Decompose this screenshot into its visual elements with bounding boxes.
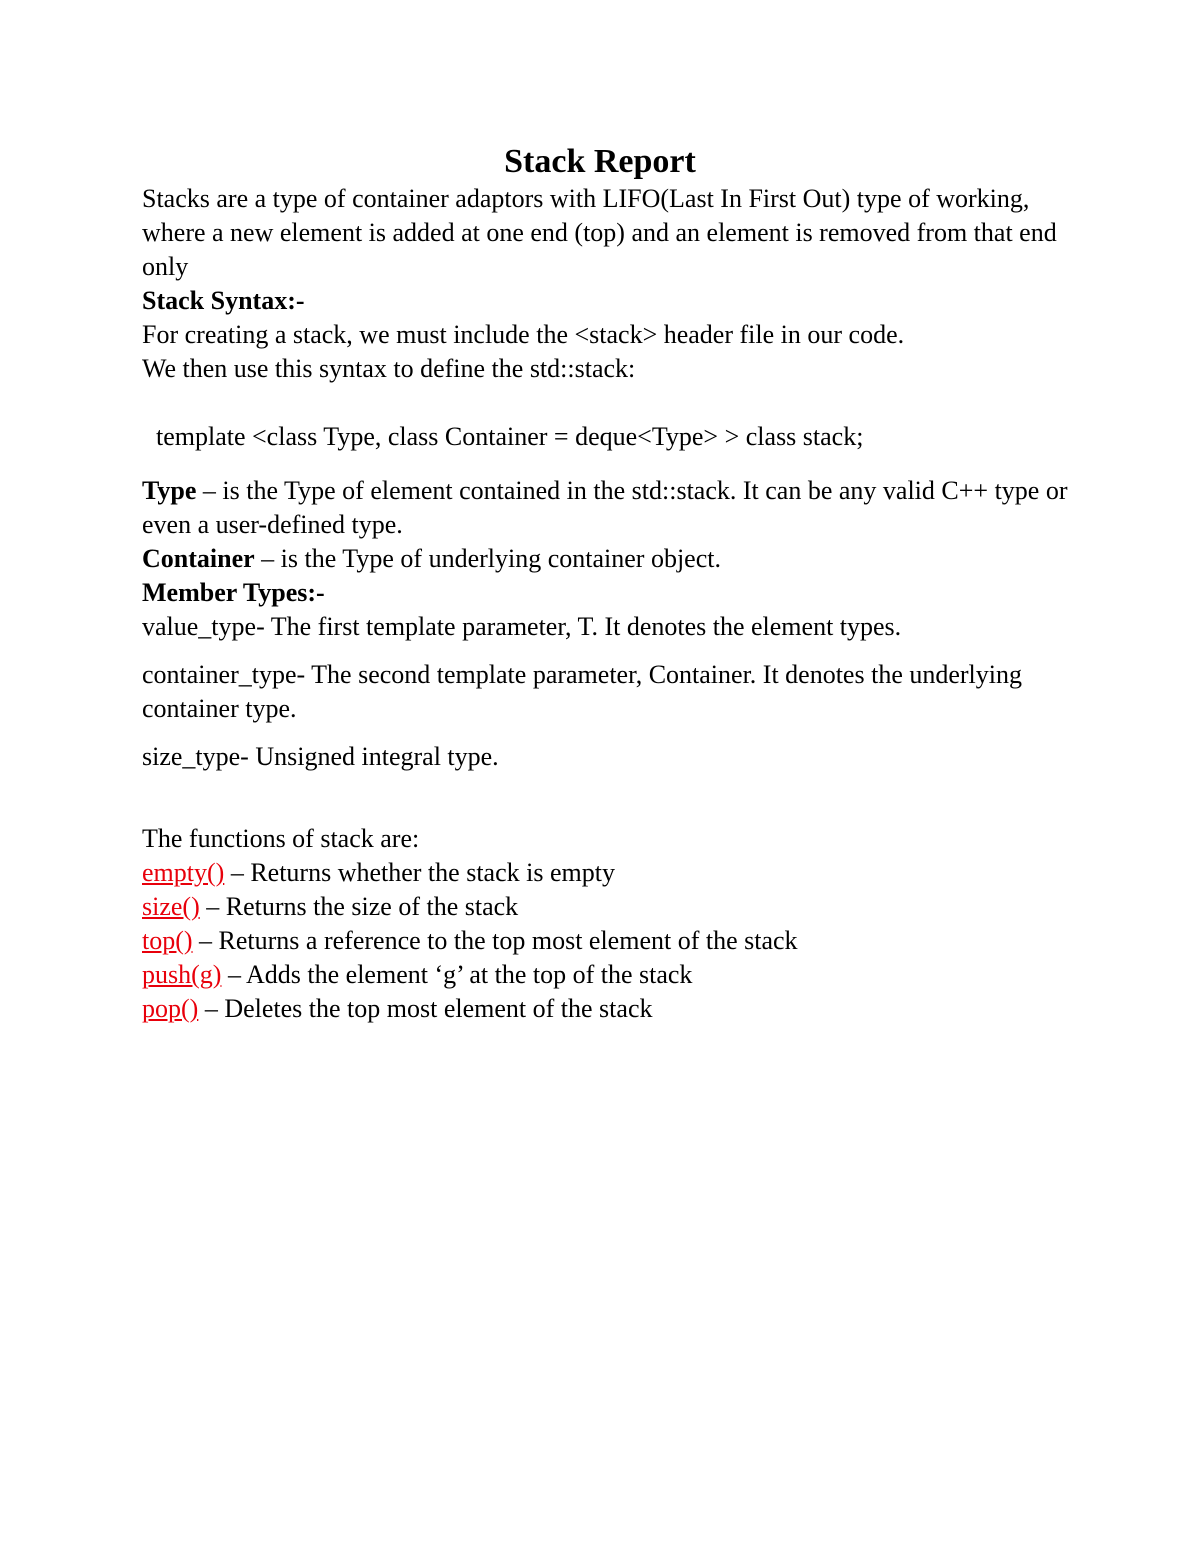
syntax-heading: Stack Syntax:- [142,286,305,315]
function-item-size [142,890,1072,924]
function-link-empty[interactable]: empty() [142,858,225,887]
syntax-line-1: For creating a stack, we must include the <stack> header file in our code. [142,320,905,349]
container-description: – is the Type of underlying container object. [254,544,721,573]
function-item-top [142,924,1072,958]
function-desc-empty: – Returns whether the stack is empty [224,858,615,887]
function-link-top[interactable]: top() [142,926,193,955]
functions-intro: The functions of stack are: [142,824,420,853]
function-desc-top: – Returns a reference to the top most element of the stack [192,926,798,955]
type-definition [142,474,1072,542]
intro-paragraph: Stacks are a type of container adaptors with LIFO(Last In First Out) type of working, where a new element is added at one end (top) and an element is removed from that end only [142,184,1057,281]
document-body [142,142,1072,1026]
function-item-pop [142,992,1072,1026]
syntax-line-2: We then use this syntax to define the std::stack: [142,354,636,383]
type-term: Type [142,476,197,505]
template-code-line: template <class Type, class Container = deque<Type> > class stack; [156,422,864,451]
function-link-pop[interactable]: pop() [142,994,199,1023]
function-link-push[interactable]: push(g) [142,960,222,989]
function-item-push [142,958,1072,992]
member-container-type: container_type- The second template parameter, Container. It denotes the underlying container type. [142,660,1023,723]
type-description: – is the Type of element contained in the std::stack. It can be any valid C++ type or even a user-defined type. [142,476,1068,539]
function-link-size[interactable]: size() [142,892,200,921]
member-types-heading: Member Types:- [142,578,325,607]
function-item-empty [142,856,1072,890]
container-term: Container [142,544,255,573]
function-desc-pop: – Deletes the top most element of the stack [198,994,653,1023]
document-title: Stack Report [504,143,696,180]
function-desc-size: – Returns the size of the stack [199,892,519,921]
container-definition [142,542,1072,576]
function-desc-push: – Adds the element ‘g’ at the top of the stack [221,960,693,989]
member-value-type: value_type- The first template parameter, T. It denotes the element types. [142,612,902,641]
member-size-type: size_type- Unsigned integral type. [142,742,499,771]
